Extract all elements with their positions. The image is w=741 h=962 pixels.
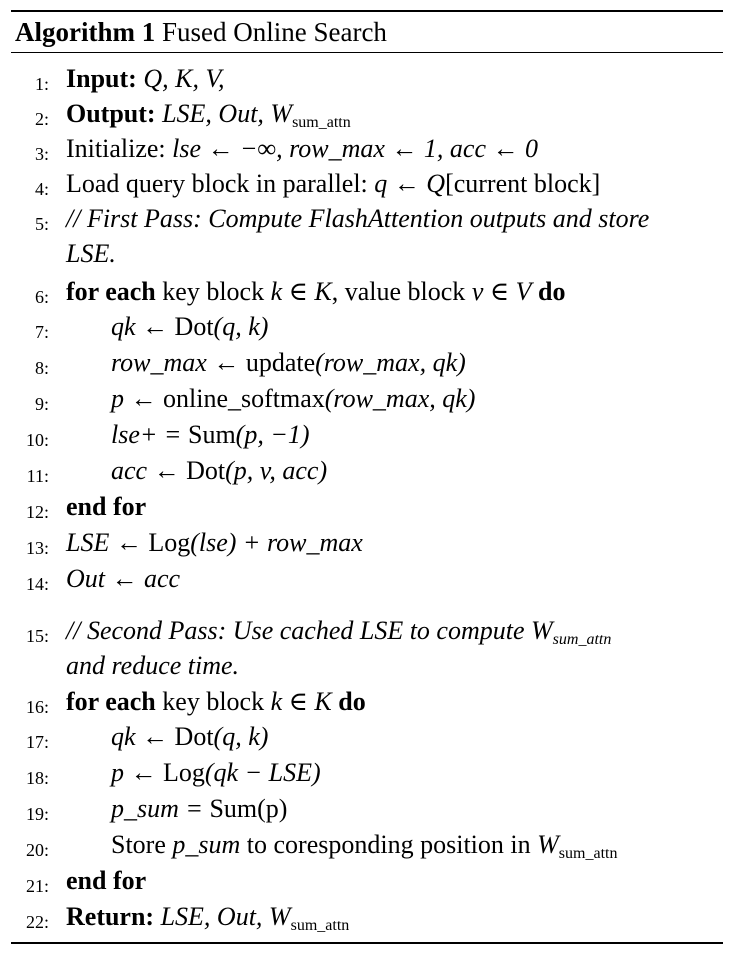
- comment: // First Pass: Compute FlashAttention outputs and store: [66, 204, 650, 233]
- math-expr: k ∈ K: [270, 687, 332, 716]
- math-expr: p_sum: [172, 830, 241, 859]
- subscript: sum_attn: [558, 845, 618, 862]
- algorithm-line-1: [0, 62, 741, 98]
- line-number: 11:: [26, 466, 49, 486]
- math-expr: k ∈ K: [270, 277, 332, 306]
- text: key block: [162, 277, 265, 306]
- math-expr: qk ←: [111, 722, 169, 751]
- line-number: 7:: [34, 322, 49, 342]
- algorithm-line-11: [0, 454, 741, 490]
- keyword: Output:: [66, 99, 156, 128]
- function-name: online_softmax: [163, 384, 325, 413]
- algorithm-line-19: [0, 792, 741, 828]
- algorithm-name: Fused Online Search: [161, 17, 387, 47]
- text: , value block: [331, 277, 466, 306]
- text: Store: [111, 830, 166, 859]
- line-number: 3:: [34, 144, 49, 164]
- line-number: 5:: [34, 214, 49, 234]
- math-expr: (lse) + row_max: [190, 528, 363, 557]
- math-expr: W: [537, 830, 559, 859]
- function-name: Sum: [187, 420, 236, 449]
- algorithm-line-12: [0, 490, 741, 526]
- keyword: do: [338, 687, 366, 716]
- bottom-rule: [11, 942, 723, 944]
- algorithm-line-15: [0, 614, 741, 686]
- line-number: 10:: [25, 430, 49, 450]
- math-expr: (row_max, qk): [324, 384, 476, 413]
- text: Load query block in parallel:: [66, 169, 368, 198]
- title-rule: [11, 52, 723, 53]
- keyword: end for: [66, 866, 147, 895]
- algorithm-line-2: [0, 97, 741, 133]
- math-expr: Q, K, V,: [143, 64, 225, 93]
- line-number: 22:: [25, 912, 49, 932]
- line-content: [66, 900, 349, 943]
- line-content: [66, 167, 600, 201]
- keyword: do: [537, 277, 566, 306]
- math-expr: acc ←: [111, 456, 180, 485]
- line-content: [111, 454, 327, 488]
- function-name: Dot: [186, 456, 226, 485]
- math-expr: p_sum =: [111, 794, 203, 823]
- algorithm-line-6: [0, 275, 741, 311]
- math-expr: (q, k): [213, 312, 269, 341]
- line-number: 6:: [34, 287, 49, 307]
- line-content: [66, 62, 224, 96]
- line-content: [111, 756, 321, 790]
- line-content: [111, 720, 268, 754]
- line-number: 21:: [25, 876, 49, 896]
- line-content: [66, 132, 538, 166]
- math-expr: (qk − LSE): [204, 758, 321, 787]
- algorithm-line-9: [0, 382, 741, 418]
- function-name: Dot: [174, 722, 214, 751]
- algorithm-line-4: [0, 167, 741, 203]
- math-expr: (p, −1): [235, 420, 310, 449]
- subscript: sum_attn: [290, 917, 350, 934]
- line-content: [111, 792, 287, 826]
- line-number: 18:: [25, 768, 49, 788]
- keyword: for each: [66, 687, 156, 716]
- line-number: 8:: [34, 358, 49, 378]
- algorithm-title: [15, 14, 387, 50]
- algorithm-line-18: [0, 756, 741, 792]
- comment-continuation: LSE.: [66, 239, 116, 268]
- line-number: 12:: [25, 502, 49, 522]
- keyword: end for: [66, 492, 147, 521]
- keyword: Return:: [66, 902, 155, 931]
- math-expr: p ←: [111, 758, 157, 787]
- subscript: sum_attn: [292, 114, 351, 131]
- line-number: 13:: [25, 538, 49, 558]
- algorithm-line-3: [0, 132, 741, 168]
- math-expr: LSE, Out, W: [162, 99, 293, 128]
- math-expr: qk ←: [111, 312, 169, 341]
- text: to coresponding position in: [246, 830, 531, 859]
- top-rule: [11, 10, 723, 12]
- line-content: [66, 275, 565, 309]
- text: Initialize:: [66, 134, 166, 163]
- math-expr: p ←: [111, 384, 157, 413]
- line-content: [111, 418, 310, 452]
- line-content: [66, 526, 363, 560]
- line-number: 9:: [34, 394, 49, 414]
- math-expr: q ← Q: [374, 169, 446, 198]
- algorithm-line-8: [0, 346, 741, 382]
- algorithm-line-17: [0, 720, 741, 756]
- line-content: [111, 310, 268, 344]
- algorithm-line-7: [0, 310, 741, 346]
- math-expr: v ∈ V: [471, 277, 532, 306]
- function-name: Log: [163, 758, 205, 787]
- keyword: for each: [66, 277, 156, 306]
- math-expr: LSE, Out, W: [160, 902, 291, 931]
- algorithm-line-16: [0, 685, 741, 721]
- line-number: 2:: [34, 109, 49, 129]
- function-name: Log: [148, 528, 191, 557]
- algorithm-line-20: [0, 828, 741, 864]
- line-number: 19:: [25, 804, 49, 824]
- subscript: sum_attn: [552, 631, 612, 648]
- math-expr: lse+ =: [111, 420, 182, 449]
- math-expr: Out ← acc: [66, 564, 181, 593]
- line-number: 17:: [25, 732, 49, 752]
- function-name: update: [245, 348, 316, 377]
- line-number: 4:: [34, 179, 49, 199]
- line-content: [111, 382, 475, 416]
- algorithm-label: Algorithm 1: [15, 17, 156, 47]
- text: key block: [162, 687, 265, 716]
- keyword: Input:: [66, 64, 137, 93]
- line-number: 16:: [25, 697, 49, 717]
- function-name: Sum(p): [209, 794, 288, 823]
- line-number: 20:: [25, 840, 49, 860]
- algorithm-line-13: [0, 526, 741, 562]
- algorithm-line-10: [0, 418, 741, 454]
- math-expr: (row_max, qk): [315, 348, 466, 377]
- comment: // Second Pass: Use cached LSE to compute W: [66, 616, 553, 645]
- algorithm-line-21: [0, 864, 741, 900]
- math-expr: LSE ←: [66, 528, 142, 557]
- text-tail: [current block]: [445, 169, 601, 198]
- line-number: 14:: [25, 574, 49, 594]
- line-number: 15:: [25, 626, 49, 646]
- comment-continuation: and reduce time.: [66, 651, 240, 680]
- math-expr: row_max ←: [111, 348, 240, 377]
- math-expr: (q, k): [213, 722, 269, 751]
- function-name: Dot: [174, 312, 214, 341]
- line-number: 1:: [34, 74, 49, 94]
- algorithm-line-14: [0, 562, 741, 598]
- algorithm-line-22: [0, 900, 741, 936]
- algorithm-line-5: [0, 202, 741, 274]
- math-expr: (p, v, acc): [225, 456, 328, 485]
- line-content: [66, 685, 366, 719]
- math-expr: lse ← −∞, row_max ← 1, acc ← 0: [172, 134, 538, 163]
- line-content: [111, 346, 466, 380]
